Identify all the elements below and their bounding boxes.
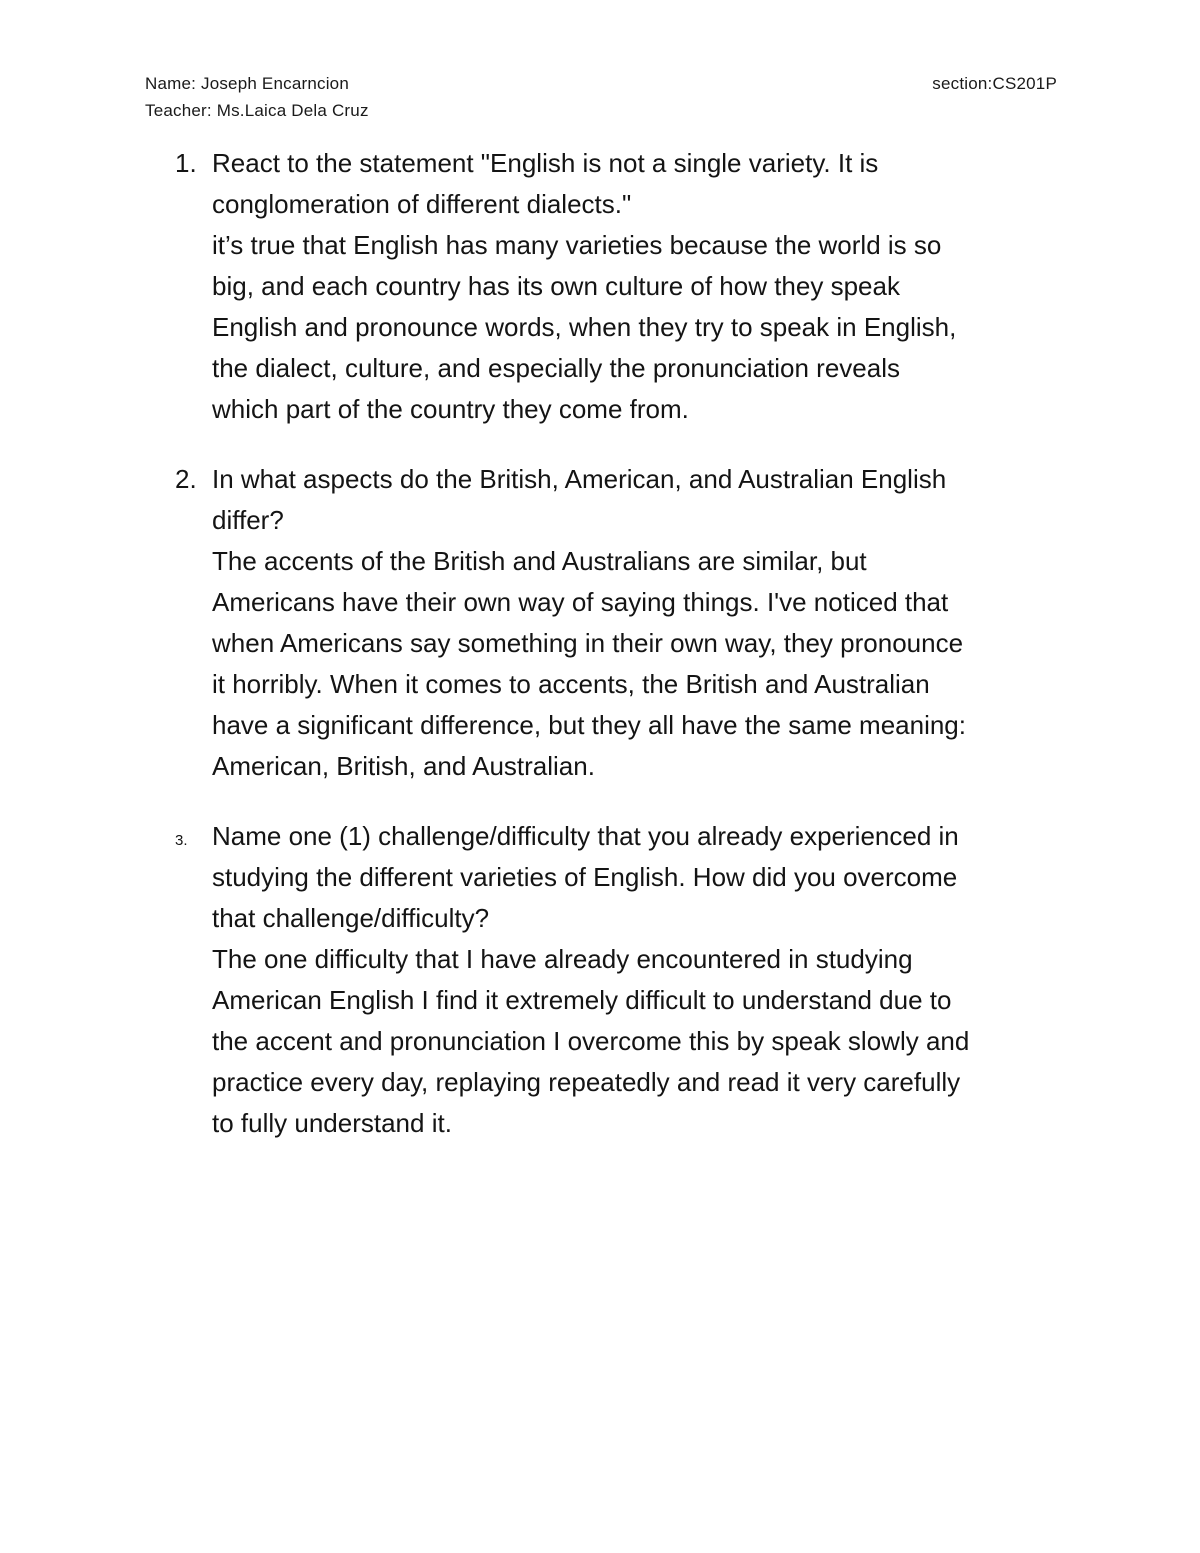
answer-line: the accent and pronunciation I overcome this by speak slowly and: [212, 1026, 970, 1056]
teacher-name: Teacher: Ms.Laica Dela Cruz: [145, 101, 369, 120]
question-body: [212, 459, 1062, 787]
answer-line: English and pronounce words, when they try to speak in English,: [212, 312, 957, 342]
answer-line: practice every day, replaying repeatedly and read it very carefully: [212, 1067, 961, 1097]
answer-line: big, and each country has its own culture of how they speak: [212, 271, 900, 301]
question-prompt-line: Name one (1) challenge/difficulty that you already experienced in: [212, 821, 959, 851]
answer-line: American, British, and Australian.: [212, 751, 595, 781]
question-prompt-line: In what aspects do the British, American, and Australian English: [212, 464, 947, 494]
answer-line: it’s true that English has many varieties because the world is so: [212, 230, 942, 260]
question-prompt-line: that challenge/difficulty?: [212, 903, 490, 933]
student-name: Name: Joseph Encarncion: [145, 74, 349, 93]
answer-line: Americans have their own way of saying things. I've noticed that: [212, 587, 949, 617]
answer-line: have a significant difference, but they all have the same meaning:: [212, 710, 966, 740]
answer-line: American English I find it extremely difficult to understand due to: [212, 985, 952, 1015]
answer-line: when Americans say something in their own way, they pronounce: [212, 628, 964, 658]
answer-line: The accents of the British and Australians are similar, but: [212, 546, 867, 576]
question-body: [212, 143, 1062, 430]
answer-line: to fully understand it.: [212, 1108, 452, 1138]
question-number: 1.: [175, 148, 197, 178]
answer-line: The one difficulty that I have already encountered in studying: [212, 944, 913, 974]
question-prompt-line: studying the different varieties of English. How did you overcome: [212, 862, 958, 892]
answer-line: which part of the country they come from.: [212, 394, 689, 424]
section-label: section:CS201P: [932, 74, 1057, 93]
question-number: 2.: [175, 464, 197, 494]
question-body: [212, 816, 1062, 1144]
question-prompt-line: React to the statement "English is not a single variety. It is: [212, 148, 879, 178]
question-prompt-line: conglomeration of different dialects.": [212, 189, 632, 219]
answer-line: the dialect, culture, and especially the pronunciation reveals: [212, 353, 900, 383]
question-prompt-line: differ?: [212, 505, 284, 535]
question-number: 3.: [175, 832, 188, 849]
answer-line: it horribly. When it comes to accents, the British and Australian: [212, 669, 930, 699]
